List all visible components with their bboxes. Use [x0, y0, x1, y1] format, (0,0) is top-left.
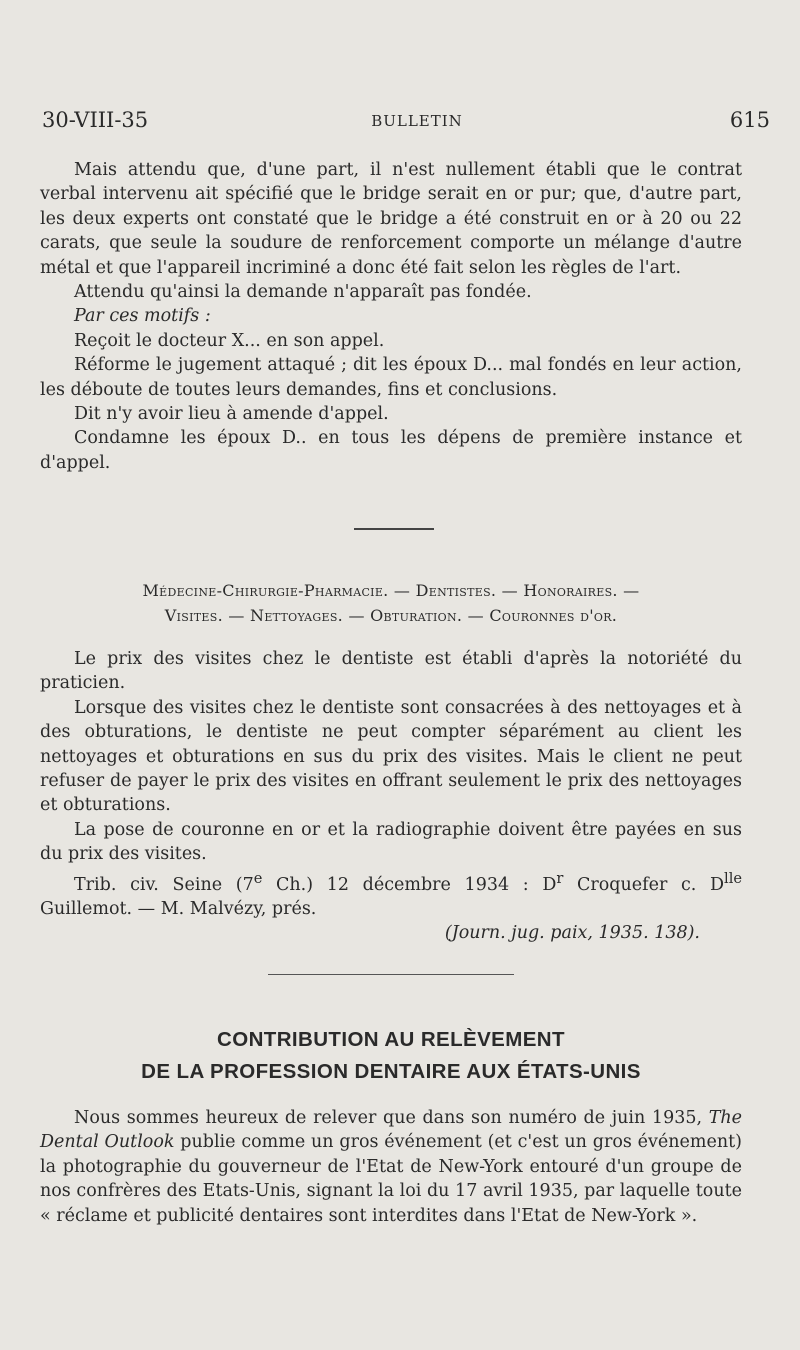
article-body	[40, 1106, 742, 1228]
superscript: lle	[724, 869, 742, 887]
judgment-conclusion	[40, 158, 742, 475]
running-header	[42, 108, 770, 138]
text-run: publie comme un gros événement (et c'est un gros événement) la photographie du gouverneur de l'Etat de New-York entouré d'un groupe de nos confrères des Etats-Unis, signant la loi du 17 avril 1935, par laquelle toute « réclame et publicité dentaires sont interdites dans l'Etat de New-York ».	[40, 1132, 742, 1226]
case-summary	[40, 647, 742, 946]
paragraph: La pose de couronne en or et la radiographie doivent être payées en sus du prix des visites.	[40, 819, 742, 865]
paragraph: Le prix des visites chez le dentiste est établi d'après la notoriété du praticien.	[40, 649, 742, 694]
tribunal-text: Croquefer c. D	[563, 874, 725, 895]
heading-line: CONTRIBUTION AU RELÈVEMENT	[217, 1028, 565, 1051]
header-title: BULLETIN	[371, 112, 463, 130]
journal-title: The Dental Outlook	[40, 1108, 742, 1153]
article-heading	[40, 1024, 742, 1088]
tribunal-text: Ch.) 12 décembre 1934 : D	[262, 874, 557, 895]
paragraph: Reçoit le docteur X... en son appel.	[74, 330, 385, 351]
keywords-line: Visites. — Nettoyages. — Obturation. — Couronnes d'or.	[164, 606, 618, 625]
article-divider	[268, 974, 514, 975]
tribunal-reference	[40, 867, 742, 922]
superscript: r	[556, 869, 564, 887]
paragraph-motifs: Par ces motifs :	[74, 306, 211, 327]
superscript: e	[253, 869, 263, 887]
header-date: 30-VIII-35	[42, 108, 149, 132]
section-divider	[354, 528, 434, 530]
paragraph: Dit n'y avoir lieu à amende d'appel.	[74, 404, 389, 425]
paragraph	[40, 1106, 742, 1228]
paragraph: Lorsque des visites chez le dentiste sont consacrées à des nettoyages et à des obturations, le dentiste ne peut compter séparément au client les nettoyages et obturations en sus du prix des visites. Mais le client ne peut refuser de payer le prix des visites en offrant seulement le prix des nettoyages et obturations.	[40, 697, 742, 816]
paragraph: Mais attendu que, d'une part, il n'est nullement établi que le contrat verbal intervenu ait spécifié que le bridge serait en or pur; que, d'autre part, les deux experts ont constaté que le bridge a été construit en or à 20 ou 22 carats, que seule la soudure de renforcement comporte un mélange d'autre métal et que l'appareil incriminé a donc été fait selon les règles de l'art.	[40, 160, 742, 278]
keywords-line: Médecine-Chirurgie-Pharmacie. — Dentistes. — Honoraires. —	[142, 581, 640, 600]
case-keywords	[40, 578, 742, 628]
page-number: 615	[729, 108, 770, 132]
journal-citation: (Journ. jug. paix, 1935. 138).	[444, 923, 700, 944]
text-run: Nous sommes heureux de relever que dans son numéro de juin 1935,	[74, 1108, 709, 1128]
paragraph: Condamne les époux D.. en tous les dépens de première instance et d'appel.	[40, 428, 742, 473]
heading-line: DE LA PROFESSION DENTAIRE AUX ÉTATS-UNIS	[141, 1060, 641, 1083]
paragraph: Attendu qu'ainsi la demande n'apparaît pas fondée.	[74, 282, 532, 303]
tribunal-text: Guillemot. — M. Malvézy, prés.	[40, 898, 317, 919]
tribunal-text: Trib. civ. Seine (7	[74, 874, 254, 895]
paragraph: Réforme le jugement attaqué ; dit les époux D... mal fondés en leur action, les déboute de toutes leurs demandes, fins et conclusions.	[40, 355, 742, 400]
